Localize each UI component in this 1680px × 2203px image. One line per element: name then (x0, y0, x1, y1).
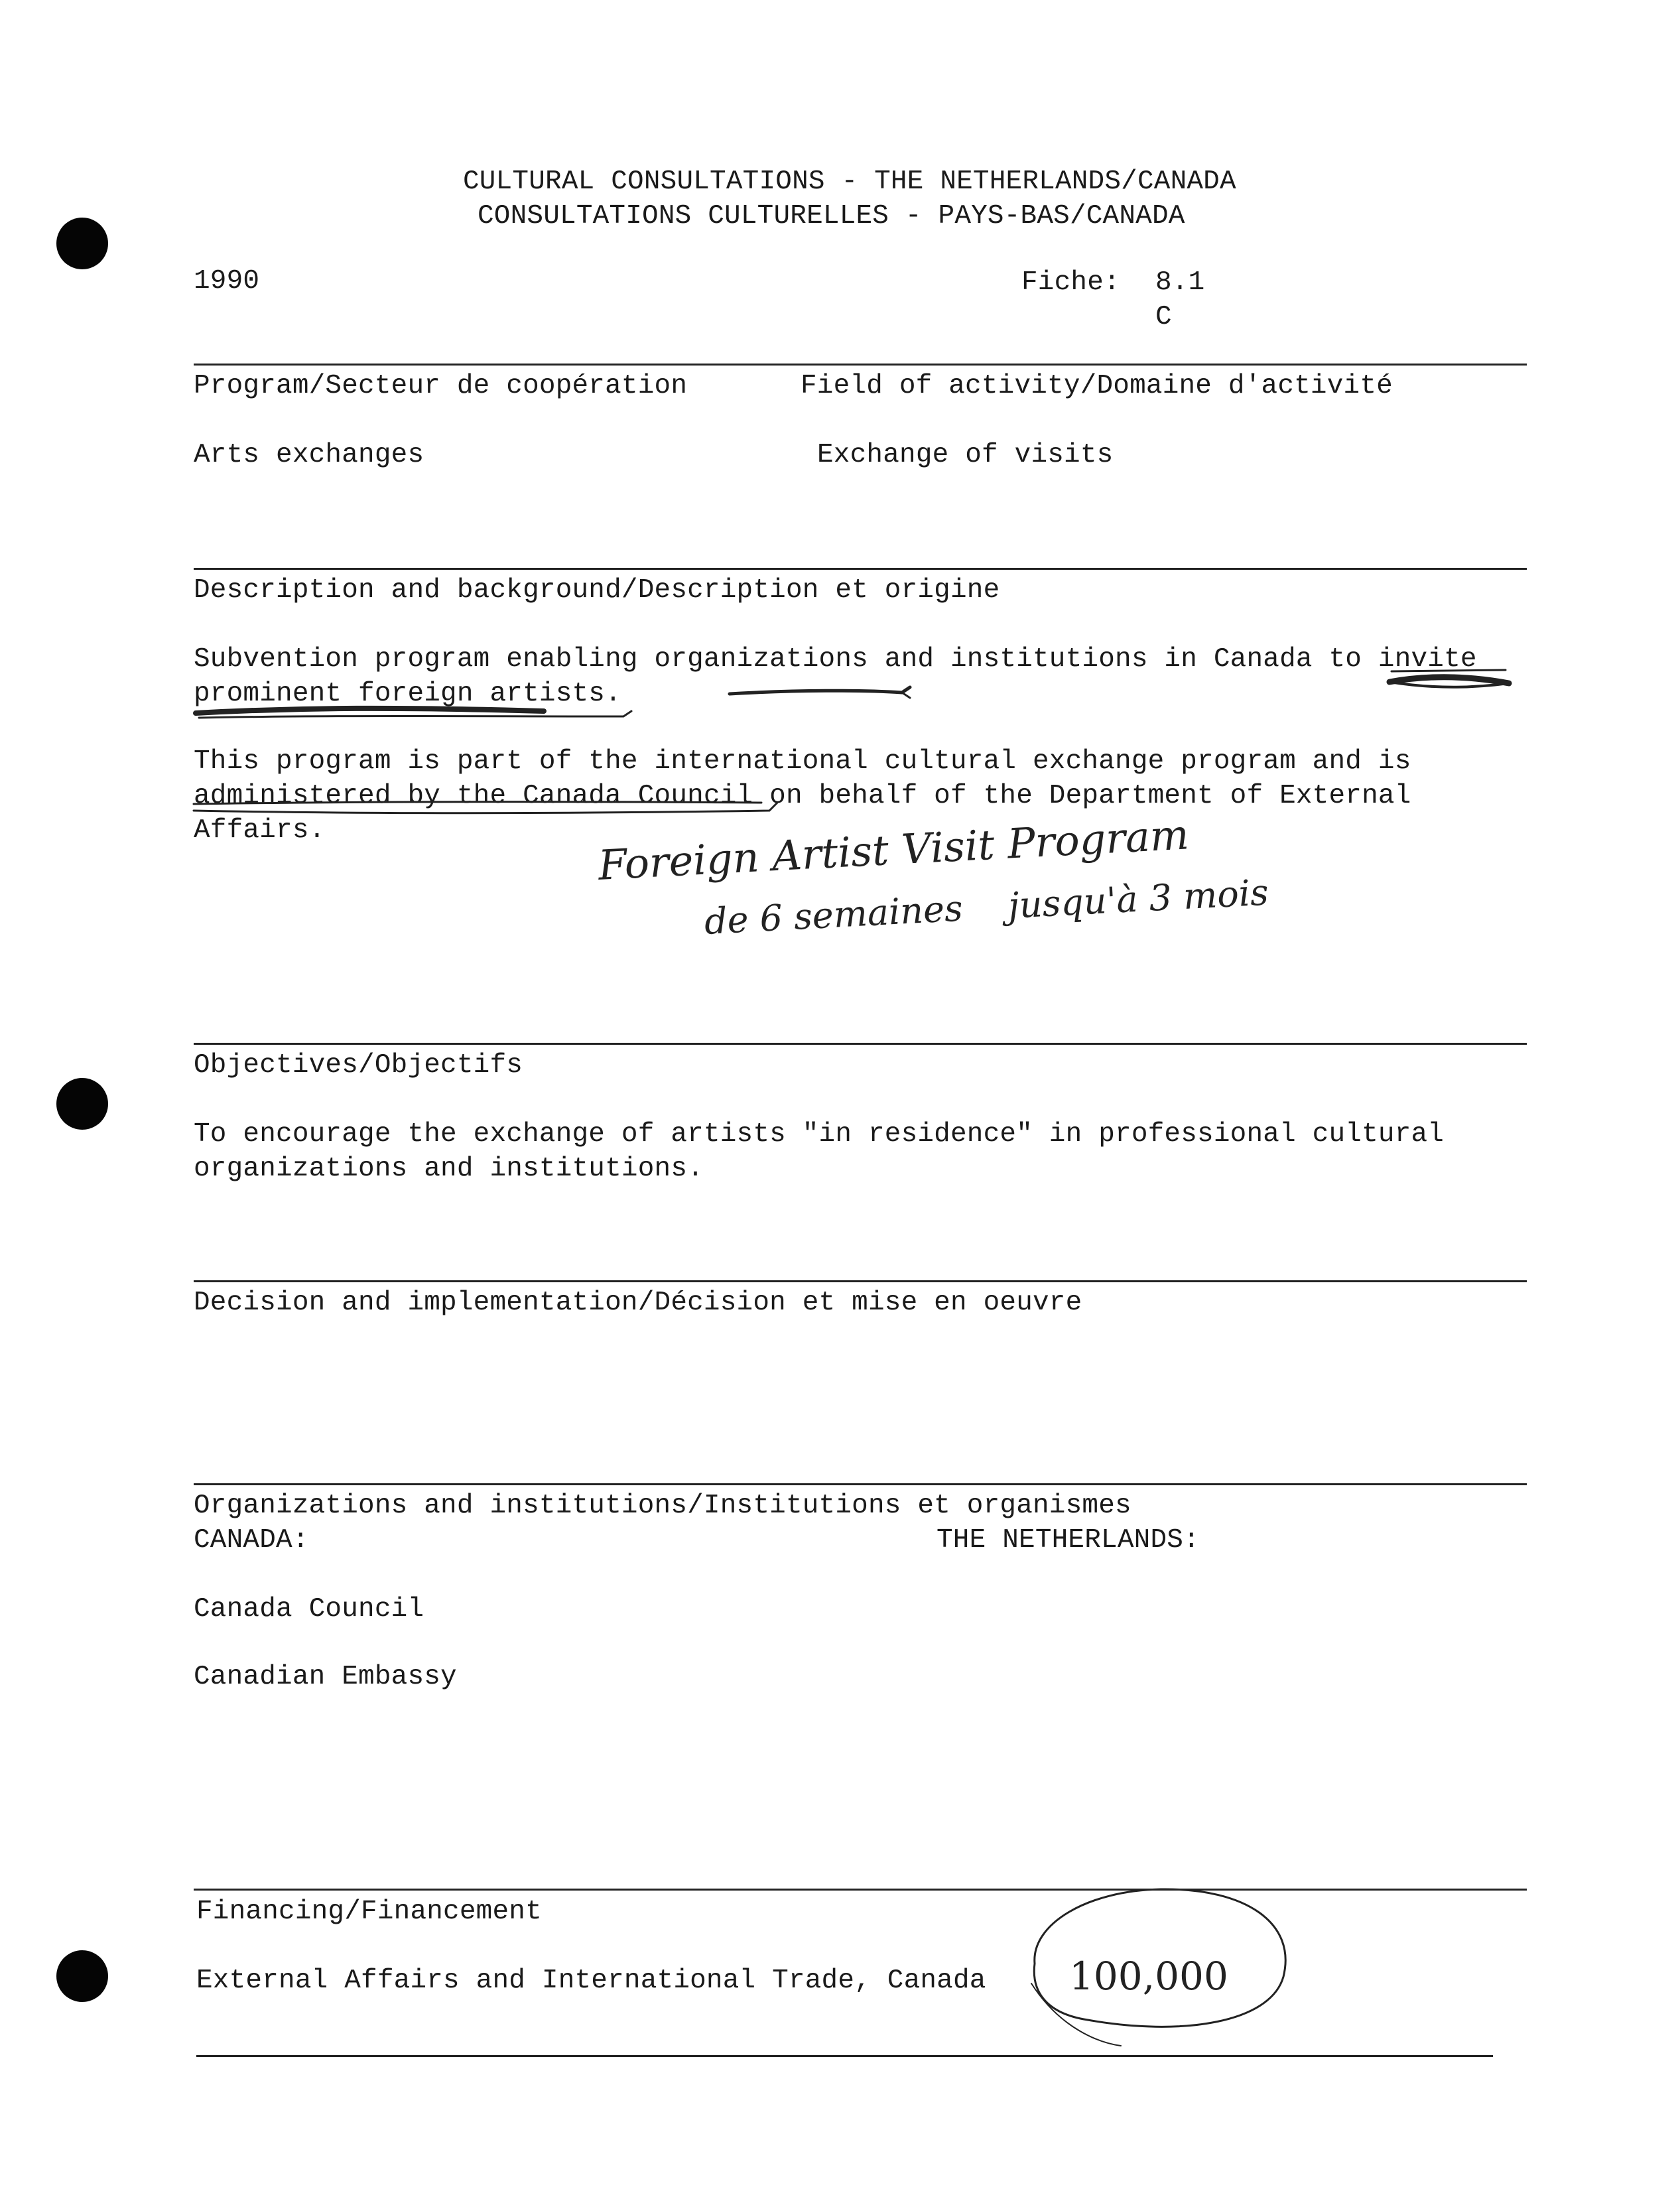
organizations-label: Organizations and institutions/Institutions et organismes (194, 1491, 1131, 1521)
financing-label: Financing/Financement (196, 1897, 542, 1927)
canada-label: CANADA: (194, 1525, 309, 1556)
program-label: Program/Secteur de coopération (194, 371, 688, 401)
description-para1-line2: prominent foreign artists. (194, 679, 621, 709)
document-title-en: CULTURAL CONSULTATIONS - THE NETHERLANDS/CANADA (463, 167, 1236, 197)
description-para2-line2: administered by the Canada Council on behalf of the Department of External (194, 781, 1411, 811)
objectives-line2: organizations and institutions. (194, 1154, 704, 1184)
financing-source: External Affairs and International Trade, Canada (196, 1966, 986, 1996)
document-title-fr: CONSULTATIONS CULTURELLES - PAYS-BAS/CANADA (478, 201, 1185, 232)
decision-label: Decision and implementation/Décision et mise en oeuvre (194, 1288, 1082, 1318)
fiche-number: 8.1 (1155, 267, 1205, 298)
program-value: Arts exchanges (194, 440, 424, 470)
canada-item: Canadian Embassy (194, 1662, 457, 1692)
fiche-label: Fiche: (1021, 267, 1120, 298)
netherlands-label: THE NETHERLANDS: (937, 1525, 1200, 1556)
description-para2-line1: This program is part of the international cultural exchange program and is (194, 746, 1411, 777)
field-label: Field of activity/Domaine d'activité (801, 371, 1393, 401)
handwritten-amount: 100,000 (1069, 1954, 1228, 1999)
field-value: Exchange of visits (817, 440, 1114, 470)
description-para2-line3: Affairs. (194, 815, 326, 846)
fiche-code: C (1155, 302, 1172, 332)
description-para1-line1: Subvention program enabling organizations and institutions in Canada to invite (194, 644, 1477, 675)
description-label: Description and background/Description et origine (194, 575, 1000, 606)
handwritten-note-line1: Foreign Artist Visit Program (597, 810, 1191, 890)
year: 1990 (194, 266, 260, 297)
canada-item: Canada Council (194, 1594, 424, 1625)
objectives-line1: To encourage the exchange of artists "in residence" in professional cultural (194, 1119, 1445, 1150)
handwritten-note-line2: de 6 semaines jusqu'à 3 mois (703, 871, 1270, 943)
objectives-label: Objectives/Objectifs (194, 1050, 523, 1081)
